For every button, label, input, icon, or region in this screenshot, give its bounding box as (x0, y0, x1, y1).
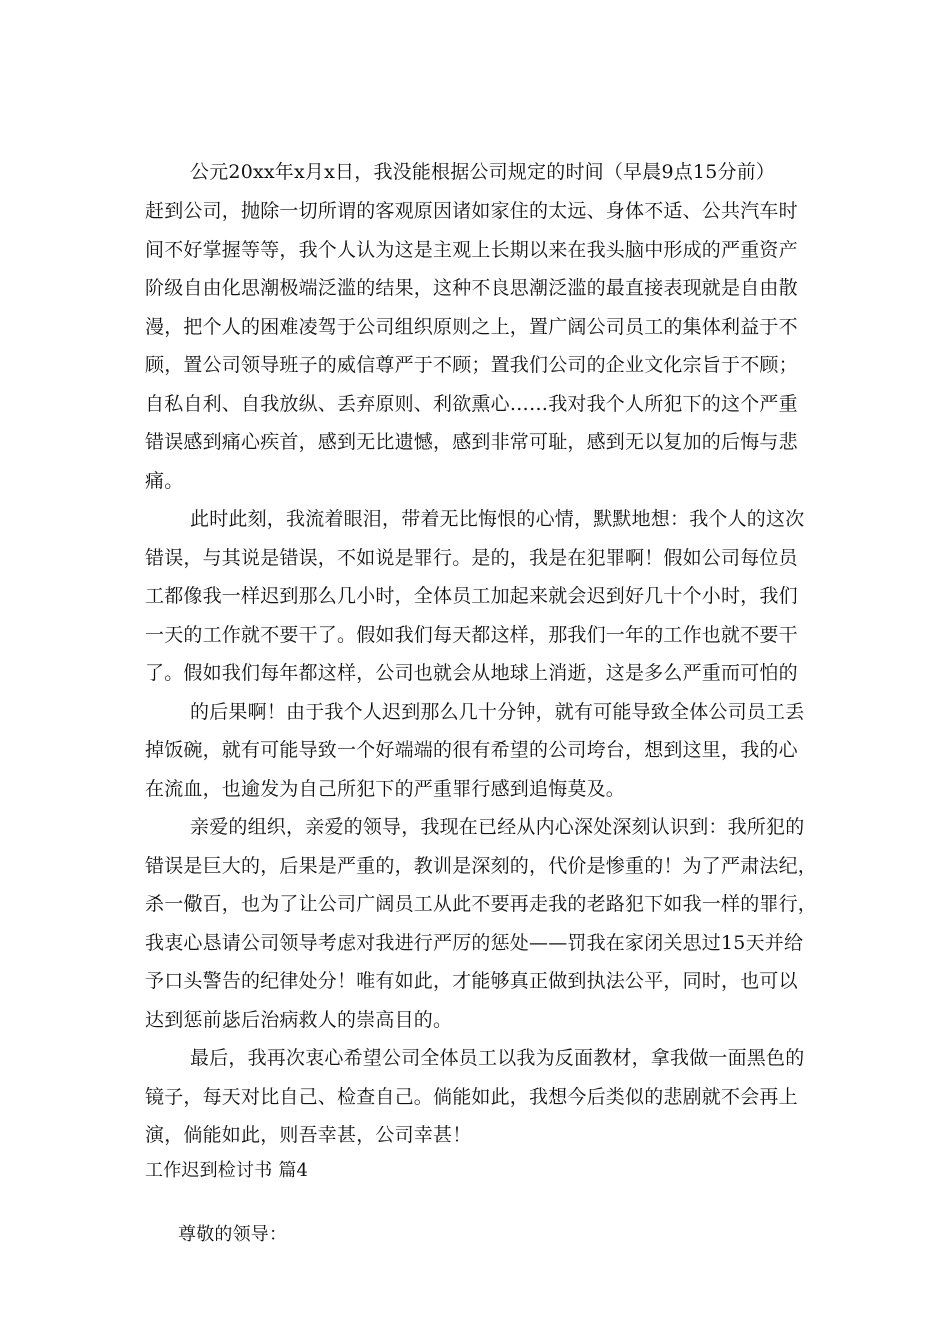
paragraph-2-line-1: 此时此刻，我流着眼泪，带着无比悔恨的心情，默默地想：我个人的这次 (190, 508, 805, 530)
paragraph-4-line-6: 达到惩前毖后治病救人的崇高目的。 (145, 1009, 453, 1031)
paragraph-1-line-5: 漫，把个人的困难凌驾于公司组织原则之上，置广阔公司员工的集体利益于不 (145, 316, 798, 338)
paragraph-3-line-2: 掉饭碗，就有可能导致一个好端端的很有希望的公司垮台，想到这里，我的心 (145, 739, 798, 761)
paragraph-5-line-1: 最后，我再次衷心希望公司全体员工以我为反面教材，拿我做一面黑色的 (190, 1047, 805, 1069)
paragraph-3-line-1: 的后果啊！由于我个人迟到那么几十分钟，就有可能导致全体公司员工丢 (190, 701, 805, 723)
paragraph-1-line-3: 间不好掌握等等，我个人认为这是主观上长期以来在我头脑中形成的严重资产 (145, 239, 798, 261)
paragraph-2-line-5: 了。假如我们每年都这样，公司也就会从地球上消逝，这是多么严重而可怕的 (145, 662, 798, 684)
paragraph-4-line-5: 予口头警告的纪律处分！唯有如此，才能够真正做到执法公平，同时，也可以 (145, 970, 798, 992)
paragraph-1-line-1: 公元20xx年x月x日，我没能根据公司规定的时间（早晨9点15分前） (190, 161, 776, 183)
paragraph-1-line-2: 赶到公司，抛除一切所谓的客观原因诸如家住的太远、身体不适、公共汽车时 (145, 200, 798, 222)
paragraph-2-line-4: 一天的工作就不要干了。假如我们每天都这样，那我们一年的工作也就不要干 (145, 624, 798, 646)
paragraph-4-line-1: 亲爱的组织，亲爱的领导，我现在已经从内心深处深刻认识到：我所犯的 (190, 816, 805, 838)
paragraph-1-line-4: 阶级自由化思潮极端泛滥的结果，这种不良思潮泛滥的最直接表现就是自由散 (145, 277, 798, 299)
paragraph-1-line-9: 痛。 (145, 470, 184, 492)
paragraph-2-line-3: 工都像我一样迟到那么几小时，全体员工加起来就会迟到好几十个小时，我们 (145, 585, 798, 607)
paragraph-1-line-8: 错误感到痛心疾首，感到无比遗憾，感到非常可耻，感到无以复加的后悔与悲 (145, 431, 798, 453)
paragraph-1-line-7: 自私自利、自我放纵、丢弃原则、利欲熏心……我对我个人所犯下的这个严重 (145, 393, 798, 415)
paragraph-3-line-3: 在流血，也逾发为自己所犯下的严重罪行感到追悔莫及。 (145, 778, 626, 800)
paragraph-5-line-3: 演，倘能如此，则吾幸甚，公司幸甚！ (145, 1124, 472, 1146)
paragraph-1-line-6: 顾，置公司领导班子的威信尊严于不顾；置我们公司的企业文化宗旨于不顾； (145, 354, 798, 376)
paragraph-2-line-2: 错误，与其说是错误，不如说是罪行。是的，我是在犯罪啊！假如公司每位员 (145, 547, 798, 569)
paragraph-4-line-2: 错误是巨大的，后果是严重的，教训是深刻的，代价是惨重的！为了严肃法纪， (145, 855, 818, 877)
paragraph-5-line-2: 镜子，每天对比自己、检查自己。倘能如此，我想今后类似的悲剧就不会再上 (145, 1086, 798, 1108)
salutation: 尊敬的领导： (178, 1224, 288, 1245)
paragraph-4-line-3: 杀一儆百，也为了让公司广阔员工从此不要再走我的老路犯下如我一样的罪行， (145, 893, 818, 915)
paragraph-4-line-4: 我衷心恳请公司领导考虑对我进行严厉的惩处——罚我在家闭关思过15天并给 (145, 932, 804, 954)
section-heading: 工作迟到检讨书 篇4 (145, 1160, 309, 1181)
